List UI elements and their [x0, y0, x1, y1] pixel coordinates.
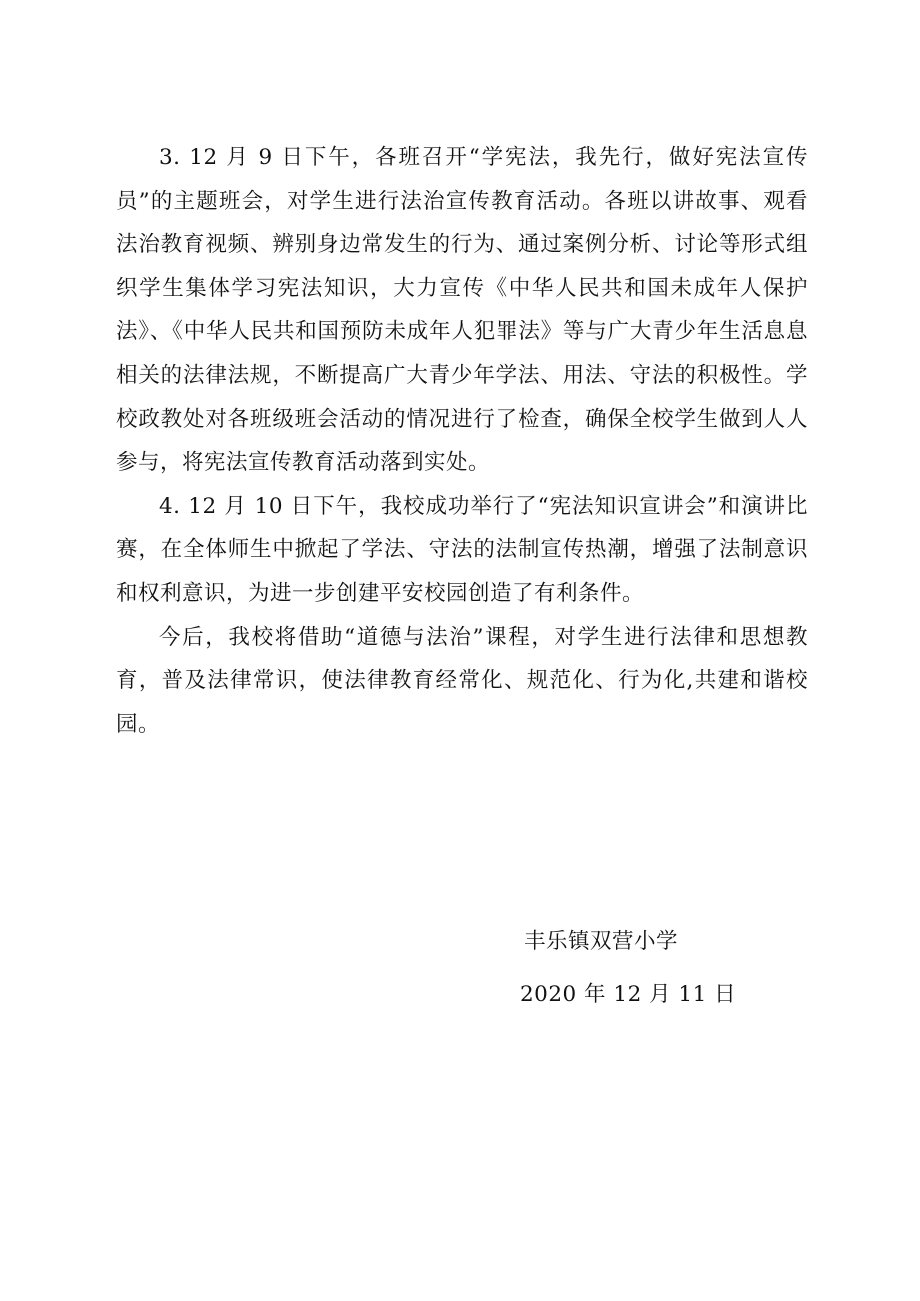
signature-organization: 丰乐镇双营小学 [524, 929, 679, 954]
document-body [116, 136, 808, 746]
signature-block [520, 920, 814, 1016]
paragraph-item-4: 4. 12 月 10 日下午，我校成功举行了“宪法知识宣讲会”和演讲比赛，在全体师生中掀起了学法、守法的法制宣传热潮，增强了法制意识和权利意识，为进一步创建平安校园创造了有利条件。 [116, 493, 808, 606]
paragraph-conclusion: 今后，我校将借助“道德与法治”课程，对学生进行法律和思想教育，普及法律常识，使法律教育经常化、规范化、行为化,共建和谐校园。 [116, 624, 808, 737]
signature-date: 2020 年 12 月 11 日 [520, 982, 737, 1007]
paragraph-item-3: 3. 12 月 9 日下午，各班召开“学宪法，我先行，做好宪法宣传员”的主题班会，对学生进行法治宣传教育活动。各班以讲故事、观看法治教育视频、辨别身边常发生的行为、通过案例分析、讨论等形式组织学生集体学习宪法知识，大力宣传《中华人民共和国未成年人保护法》、《中华人民共和国预防未成年人犯罪法》等与广大青少年生活息息相关的法律法规，不断提高广大青少年学法、用法、守法的积极性。学校政教处对各班级班会活动的情况进行了检查，确保全校学生做到人人参与，将宪法宣传教育活动落到实处。 [116, 145, 808, 476]
